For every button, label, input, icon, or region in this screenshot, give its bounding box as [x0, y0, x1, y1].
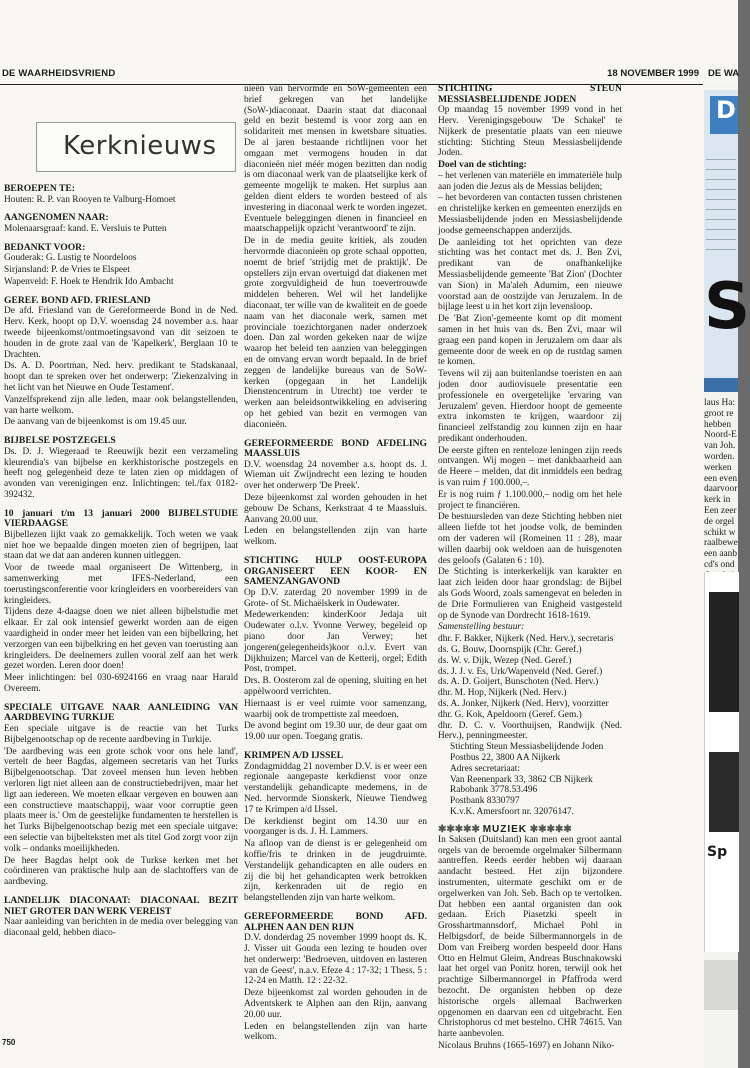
article-paragraph: – het bevorderen van contacten tussen christenen en christelijke kerken en gemeenten enerzijds en Messiasbelijdende joden en Messiasbelijdende joodse gemeenschappen anderzijds. — [438, 193, 622, 236]
article-title: 10 januari t/m 13 januari 2000 BIJBELSTUDIE VIERDAAGSE — [4, 507, 238, 530]
article-paragraph: Tijdens deze 4-daagse doen we niet alleen bijbelstudie met elkaar. Er zal ook intensief gewerkt worden aan de eigen vaardigheid in onder meer het leiden van een bijbelkring, het verzorgen van een bijbelkring en het geven van toerusting aan kringleiders. De deelnemers zullen vooral zelf aan het werk gezet worden. Leren door doen! — [4, 607, 238, 672]
article-title: GEREFORMEERDE BOND AFD. ALPHEN AAN DEN RIJN — [244, 910, 427, 933]
column-1 — [0, 184, 238, 940]
board-member: dhr. F. Bakker, Nijkerk (Ned. Herv.), secretaris — [438, 634, 614, 645]
article-paragraph: De heer Bagdas helpt ook de Turkse kerken met het coördineren van praktische hulp aan de slachtoffers van de aardbeving. — [4, 855, 238, 888]
board-list — [438, 634, 622, 742]
neighbor-logo: D — [710, 96, 738, 134]
article-paragraph: Houten: R. P. van Rooyen te Valburg-Homoet — [4, 194, 176, 205]
board-title: Samenstelling bestuur: — [438, 622, 525, 633]
address-line: Stichting Steun Messiasbelijdende Joden — [450, 742, 604, 753]
next-page-header: DE WA — [708, 68, 740, 79]
neighbor-text: laus Ha: groot re hebben Noord-E van Joh. worden. werken een even daarvoor kerk in Een zeer de orgel schikt w raalbewe een aanb cd's ond — [704, 398, 738, 570]
article-title: KRIMPEN A/D IJSSEL — [244, 750, 344, 761]
column-3 — [438, 84, 622, 1053]
article-paragraph: De kerkdienst begint om 14.30 uur en voorganger is ds. J. H. Lammers. — [244, 816, 427, 838]
article-body — [438, 171, 622, 622]
article-paragraph: Leden en belangstellenden zijn van harte welkom. — [244, 1021, 427, 1043]
article-title: BEROEPEN TE: — [4, 183, 75, 194]
article-paragraph: De in de media geuite kritiek, als zouden hervormde diaconieën op grote schaal oppotten, noemt de brief 'strijdig met de praktijk'. De opstellers zijn ervan overtuigd dat diakenen met grote zorgvuldigheid de hun toevertrouwde middelen beheren. Wel wil het landelijke diaconaat, ter wille van de kwaliteit en de goede naam van het diaconale werk, samen met provinciale toezichtorganen nader onderzoek doen. Dan zal worden gekeken naar de wijze waarop het beleid ten aanzien van beleggingen en de omvang ervan wordt bepaald. In de brief zeggen de landelijke bureaus van de SoW-kerken (opgegaan in het Landelijk Dienstencentrum in Utrecht) toe verder te werken aan beleidsontwikkeling en advisering op het gebied van bezit en vermogen van diaconieën. — [244, 236, 427, 430]
article-paragraph: De Stichting is interkerkelijk van karakter en laat zich leiden door haar grondslag: de Bijbel als Gods Woord, zoals samengevat en beleden in de Drie Formulieren van Enigheid vastgesteld op de Synode van Dordrecht 1618-1619. — [438, 567, 622, 621]
article-paragraph: Na afloop van de dienst is er gelegenheid om koffie/fris te drinken in de jeugdruimte. Verstandelijk gehandicapten en alle ouders en zij die bij het gehandicapten werk betrokken zijn, kerkenraden uit de regio en belangstellenden zijn van harte welkom. — [244, 839, 427, 904]
address-line: Van Reenenpark 33, 3862 CB Nijkerk — [450, 774, 593, 785]
article-paragraph: Meer inlichtingen: bel 030-6924166 en vraag naar Harald Overeem. — [4, 673, 238, 695]
article-paragraph: Naar aanleiding van berichten in de media over belegging van diaconaal geld, hebben diaco- — [4, 917, 238, 938]
column-2 — [244, 84, 427, 1044]
article-paragraph: De eerste giften en renteloze leningen zijn reeds ontvangen. Wij mogen – met dankbaarheid aan de Heere – melden, dat dit inmiddels een bedrag is van ruim ƒ 100.000,–. — [438, 445, 622, 489]
article-paragraph: – het verlenen van materiële en immateriële hulp aan joden die Jezus als de Messias belijden; — [438, 170, 622, 192]
article-paragraph: Op maandag 15 november 1999 vond in het Herv. Verenigingsgebouw 'De Schakel' te Nijkerk de presentatie plaats van een nieuwe stichting: Stichting Steun Messiasbelijdende Joden. — [438, 105, 622, 159]
article-paragraph: Voor de tweede maal organiseert De Wittenberg, in samenwerking met IFES-Nederland, een toerustingsconferentie voor kringleiders en voorbereiders van kringleiders. — [4, 563, 238, 606]
article-paragraph: Gouderak: G. Lustig te Noordeloos — [4, 253, 137, 264]
article-paragraph: nieën van hervormde en SoW-gemeenten een brief gekregen van het landelijke (SoW-)diaconaat. Daarin staat dat diaconaal geld en bezit bestemd is voor zorg aan en solidariteit met mensen in kwetsbare situaties. De al jaren bestaande richtlijnen voor het omgaan met vermogens houden in dat diaconieën niet méér mogen bezitten dan nodig is om diaconaal werk van de plaatselijke kerk of gemeente mogelijk te maken. Het surplus aan gelden dient elders te worden besteed of als investering in diaconaal werk te worden ingezet. Eventuele beleggingen dienen in financieel en maatschappelijk opzicht 'verantwoord' te zijn. — [244, 84, 427, 235]
issue-date: 18 NOVEMBER 1999 — [607, 68, 699, 79]
board-member: ds. W. v. Dijk, Wezep (Ned. Geref.) — [438, 655, 572, 666]
article-title: BEDANKT VOOR: — [4, 241, 86, 253]
decoration-stars: ✱✱✱✱✱ — [438, 823, 483, 835]
article-paragraph: D.V. woensdag 24 november a.s. hoopt ds. J. Wieman uit Zwijndrecht een lezing te houden over het onderwerp 'De Preek'. — [244, 459, 427, 492]
music-header — [438, 824, 622, 835]
article-paragraph: De afd. Friesland van de Gereformeerde Bond in de Ned. Herv. Kerk, hoopt op D.V. woensdag 24 november a.s. haar tweede bijeenkomst/ontmoetingsavond van dit seizoen te houden in de grote zaal van de 'Kapelkerk', Berglaan 10 te Drachten. — [4, 306, 238, 360]
article-paragraph: Er is nog ruim ƒ 1.100.000,– nodig om het hele project te financiëren. — [438, 489, 622, 511]
neighbor-photo: Sp — [704, 572, 739, 952]
neighbor-big-letter: S — [704, 270, 750, 344]
address-block — [438, 742, 622, 818]
article-paragraph: Nicolaus Bruhns (1665-1697) en Johann Niko- — [438, 1040, 615, 1051]
article-paragraph: Deze bijeenkomst zal worden gehouden in de Adventskerk te Alphen aan den Rijn, aanvang 20.00 uur. — [244, 988, 427, 1020]
address-line: K.v.K. Amersfoort nr. 32076147. — [450, 806, 574, 817]
article-title: GEREFORMEERDE BOND AFDELING MAASSLUIS — [244, 437, 427, 460]
article-title: SPECIALE UITGAVE NAAR AANLEIDING VAN AARDBEVING TURKIJE — [4, 701, 238, 724]
board-member: dhr. M. Hop, Nijkerk (Ned. Herv.) — [438, 688, 567, 699]
article-paragraph: Vanzelfsprekend zijn alle leden, maar ook belangstellenden, van harte welkom. — [4, 394, 238, 416]
board-member: ds. A. Jonker, Nijkerk (Ned. Herv), voorzitter — [438, 699, 609, 710]
article-title: BIJBELSE POSTZEGELS — [4, 435, 116, 447]
article-paragraph: De avond begint om 19.30 uur, de deur gaat om 19.00 uur open. Toegang gratis. — [244, 721, 427, 743]
neighbor-footer — [704, 960, 738, 1010]
section-title-box — [36, 122, 236, 172]
article-title: LANDELIJK DIACONAAT: DIACONAAL BEZIT NIET GROTER DAN WERK VEREIST — [4, 894, 238, 917]
article-paragraph: Molenaarsgraaf: kand. E. Versluis te Putten — [4, 223, 167, 234]
address-line: Postbus 22, 3800 AA Nijkerk — [450, 753, 561, 763]
article-paragraph: Ds. A. D. Poortman, Ned. herv. predikant te Stadskanaal, hoopt dan te spreken over het onderwerp: 'Ziekenzalving in het licht van het Nieuwe en Oude Testament'. — [4, 361, 238, 393]
article-paragraph: De aanleiding tot het oprichten van deze stichting was het contact met ds. J. Ben Zvi, predikant van de onafhankelijke Messiasbelijdende gemeente 'Bat Zion' (Dochter van Sion) in Ma'aleh Adumim, een nieuwe voorstad aan de oostzijde van Jeruzalem. In de bijlage leest u in het kort zijn levensloop. — [438, 237, 622, 313]
board-member: ds. J. J. v. Es, Urk/Wapenveld (Ned. Geref.) — [438, 666, 603, 677]
article-paragraph: De bestuursleden van deze Stichting hebben niet alleen liefde tot het joodse volk, de beminden om der vaderen wil (Romeinen 11 : 28), maar willen daarbij ook weldoen aan de huisgenoten des geloofs (Galaten 6 : 10). — [438, 512, 622, 566]
music-title: MUZIEK — [482, 823, 528, 835]
article-subtitle: Doel van de stichting: — [438, 159, 527, 171]
article-paragraph: Medewerkenden: kinderKoor Jedaja uit Oudewater o.l.v. Yvonne Verwey, begeleid op piano door Jan Verwey; het jongeren(gelegenheids)koor o.l.v. Evert van Dijkhuizen; Marcel van de Ketterij, orgel; Edith Post, trompet. — [244, 610, 427, 675]
article-paragraph: 'De aardbeving was een grote schok voor ons hele land', vertelt de heer Bagdas, algemeen secretaris van het Turks Bijbelgenootschap. 'Dat zoveel mensen hun leven hebben verloren ligt niet alleen aan de constructiebedrijven, maar het ligt aan iedereen. We moeten elkaar vergeven en bouwen aan een constructieve maatschappij, waar voor corruptie geen plaats meer is.' Om de geestelijke fundamenten te herstellen is het Turks Bijbelgenootschap bezig met een speciale uitgave: een selectie van bijbelteksten met als titel God zorgt voor zijn volk – ondanks moeilijkheden. — [4, 746, 238, 854]
article-paragraph: Deze bijeenkomst zal worden gehouden in het gebouw De Schans, Kerkstraat 4 te Maassluis. Aanvang 20.00 uur. — [244, 493, 427, 525]
board-member: ds. A. D. Goijert, Bunschoten (Ned. Herv.) — [438, 677, 599, 688]
article-paragraph: Leden en belangstellenden zijn van harte welkom. — [244, 526, 427, 548]
address-line: Adres secretariaat: — [450, 763, 521, 774]
article-title: GEREF. BOND AFD. FRIESLAND — [4, 294, 151, 306]
article-paragraph: Ds. D. J. Wiegeraad te Reeuwijk bezit een verzameling kleurendia's van bijbelse en kerkhistorische postzegels en heeft nog gelegenheid deze te laten zien op middagen of avonden van verenigingen enz. Inlichtingen: tel./fax 0182-392432. — [4, 446, 238, 500]
article-paragraph: Sirjansland: P. de Vries te Elspeet — [4, 265, 130, 276]
board-member: dhr. D. C. v. Voorthuijsen, Randwijk (Ned. Herv.), penningmeester. — [438, 720, 622, 742]
publication-title: DE WAARHEIDSVRIEND — [2, 68, 116, 79]
article-paragraph: Hiernaast is er veel ruimte voor samenzang, waarbij ook de trompettiste zal meedoen. — [244, 698, 427, 720]
neighbor-band — [704, 378, 738, 392]
section-title: Kerknieuws — [63, 131, 217, 161]
article-paragraph: Wapenveld: F. Hoek te Hendrik Ido Ambacht — [4, 276, 174, 287]
article-title: AANGENOMEN NAAR: — [4, 212, 109, 224]
article-paragraph: De aanvang van de bijeenkomst is om 19.45 uur. — [4, 417, 187, 428]
board-member: ds. G. Bouw, Doornspijk (Chr. Geref.) — [438, 645, 582, 656]
article-paragraph: D.V. donderdag 25 november 1999 hoopt ds. K. J. Visser uit Gouda een lezing te houden over het onderwerp: 'Bedroeven, uitdoven en lasteren van de Geest', n.a.v. Efeze 4 : 17-32; 1 Thess. 5 : 12-24 en Matth. 12 : 22-32. — [244, 933, 427, 987]
article-paragraph: Drs. B. Oosterom zal de opening, sluiting en het appèlwoord verrichten. — [244, 676, 427, 698]
article-paragraph: Bijbellezen lijkt vaak zo gemakkelijk. Toch weten we vaak niet hoe we bepaalde dingen moeten zien of begrijpen, laat staan dat we dat aan anderen kunnen uitleggen. — [4, 529, 238, 562]
article-title: STICHTING HULP OOST-EUROPA ORGANISEERT EEN KOOR- EN SAMENZANGAVOND — [244, 555, 427, 588]
article-paragraph: De 'Bat Zion'-gemeente komt op dit moment samen in het huis van ds. Ben Zvi, maar wil graag een pand kopen in Jeruzalem om daar als gemeente door de week en op de rustdag samen te komen. — [438, 314, 622, 368]
page-number: 750 — [2, 1038, 16, 1047]
article-paragraph: Zondagmiddag 21 november D.V. is er weer een regionale aangepaste kerkdienst voor onze verstandelijk gehandicapte medemens, in de Ned. hervormde Sionskerk, Nieuwe Tiendweg 17 te Krimpen a/d IJssel. — [244, 761, 427, 815]
board-member: dhr. G. Kok, Apeldoorn (Geref. Gem.) — [438, 709, 582, 720]
address-line: Postbank 8330797 — [450, 796, 520, 807]
article-paragraph: Op D.V. zaterdag 20 november 1999 in de Grote- of St. Michaëlskerk in Oudewater. — [244, 587, 427, 609]
decoration-stars: ✱✱✱✱✱ — [527, 823, 572, 835]
music-body — [438, 835, 622, 1052]
neighbor-lines — [706, 150, 736, 259]
article-paragraph: In Saksen (Duitsland) kan men een groot aantal orgels van de beroemde orgelmaker Silbermann aantreffen. Reeds eerder hebben wij daaraan aandacht besteed. Het zijn bijzondere instrumenten, uitermate geschikt om er de orgelwerken van Joh. Seb. Bach op te vertolken. Dat hebben een aantal organisten dan ook gedaan. Erich Piasetzki speelt in Grosshartmannsdorf, Michael Pohl in Helbigsdorf, de beide Silbermannorgels in de Dom van Freiberg worden bespeeld door Hans Otto en Helmut Gleim, Andreas Buschnakowski laat het orgel van Ponitz horen, terwijl ook het prachtige Silbermannorgel in Pfaffroda werd bezocht. De organisten hebben op deze historische orgels allemaal Bachwerken opgenomen en daarvan een cd uitgebracht. Een Christophorus cd met bestelno. CHR 74615. Van harte aanbevolen. — [438, 834, 622, 1040]
article-paragraph: Een speciale uitgave is de reactie van het Turks Bijbelgenootschap op de recente aardbeving in Turkije. — [4, 724, 238, 745]
article-title: STICHTING STEUN MESSIASBELIJDENDE JODEN — [438, 83, 622, 105]
address-line: Rabobank 3778.53.496 — [450, 785, 538, 796]
article-paragraph: Tevens wil zij aan buitenlandse toeristen en aan joden door audiovisuele presentatie een professionele en overgetelijke 'ervaring van Jeruzalem' geven. Hierdoor hoopt de gemeente extra inkomsten te krijgen, waardoor zij financieel zelfstandig zou kunnen zijn en haar predikant onderhouden. — [438, 369, 622, 444]
